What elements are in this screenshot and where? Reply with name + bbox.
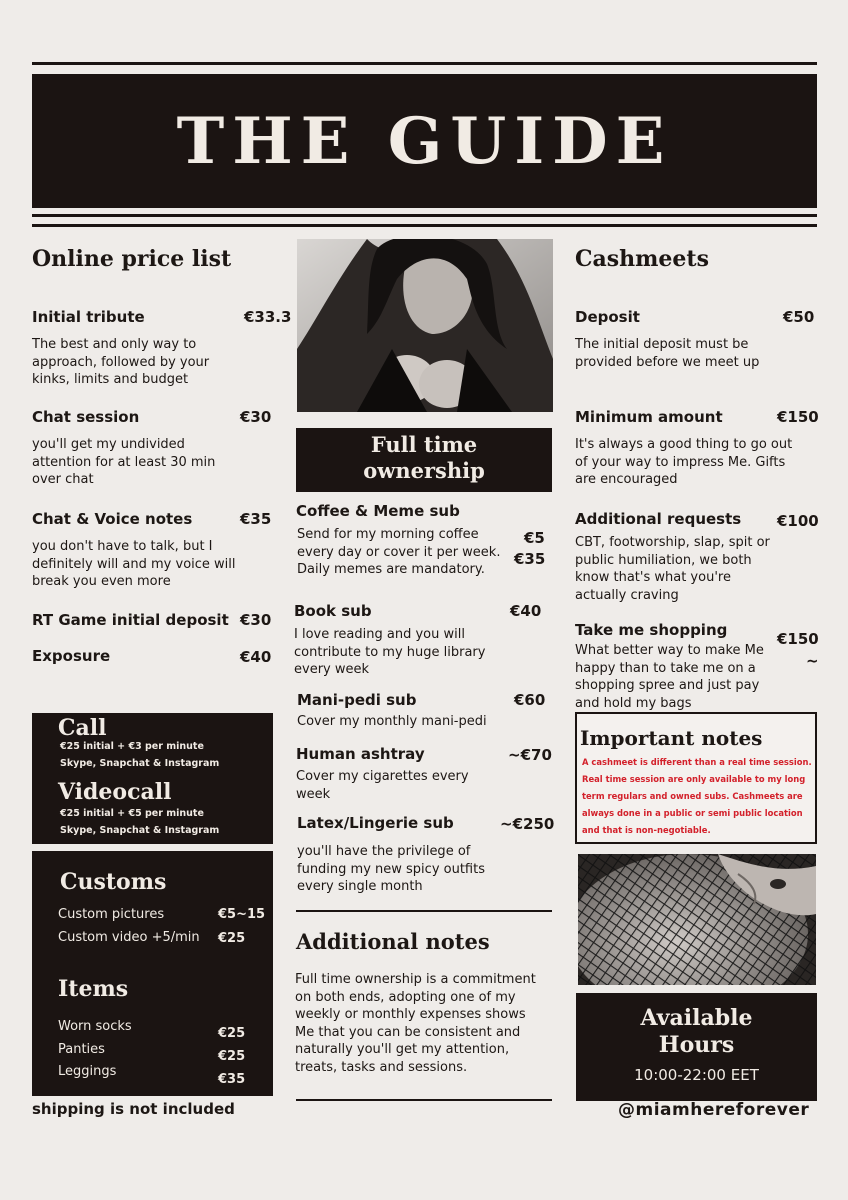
sub-title-coffee: Coffee & Meme sub xyxy=(296,502,460,520)
item-desc-chat-session: you'll get my undivided attention for at least 30 min over chat xyxy=(32,437,216,487)
sub-desc-ashtray: Cover my cigarettes every week xyxy=(296,769,469,802)
custom-video-label: Custom video +5/min xyxy=(58,930,200,945)
sub-desc-manipedi: Cover my monthly mani-pedi xyxy=(297,714,487,729)
online-price-heading: Online price list xyxy=(32,246,232,272)
sub-desc-coffee: Send for my morning coffee every day or cover it per week. Daily memes are mandatory. xyxy=(297,527,501,577)
call-rate: €25 initial + €3 per minute xyxy=(60,741,204,752)
additional-notes-text: Full time ownership is a commitment on both ends, adopting one of my weekly or monthly expenses shows Me that you can be consistent and naturally you'll get my attention, treats, tasks and sessions. xyxy=(295,972,536,1075)
custom-pictures-label: Custom pictures xyxy=(58,907,165,922)
hours-heading-line2: Hours xyxy=(658,1032,735,1058)
portrait-photo xyxy=(297,239,553,412)
sub-price-latex: ~€250 xyxy=(500,815,555,833)
fishnet-photo xyxy=(578,854,816,985)
portrait-image xyxy=(297,239,553,412)
call-platforms: Skype, Snapchat & Instagram xyxy=(60,758,220,769)
cash-desc-shopping: What better way to make Me happy than to take me on a shopping spree and just pay and hold my bags xyxy=(575,643,764,711)
cash-desc-minimum: It's always a good thing to go out of your way to impress Me. Gifts are encouraged xyxy=(575,437,793,487)
item-title-rt-game: RT Game initial deposit xyxy=(32,611,229,629)
videocall-title: Videocall xyxy=(58,779,172,805)
sub-title-book: Book sub xyxy=(294,602,372,620)
panties-label: Panties xyxy=(58,1042,105,1057)
custom-video-price: €25 xyxy=(218,931,246,946)
hours-heading-line1: Available xyxy=(640,1005,753,1031)
available-hours-box xyxy=(576,993,817,1101)
item-title-exposure: Exposure xyxy=(32,647,111,665)
social-handle: @miamhereforever xyxy=(618,1100,810,1120)
ownership-heading-line1: Full time xyxy=(370,432,478,457)
customs-heading: Customs xyxy=(60,869,167,895)
item-desc-chat-voice: you don't have to talk, but I definitely will and my voice will break you even more xyxy=(32,539,236,589)
cash-title-deposit: Deposit xyxy=(575,308,640,326)
item-title-chat-session: Chat session xyxy=(32,408,140,426)
sub-price-ashtray: ~€70 xyxy=(508,746,552,764)
sub-price-coffee-weekly: €35 xyxy=(514,550,546,568)
cash-price-additional: €100 xyxy=(777,512,819,530)
videocall-platforms: Skype, Snapchat & Instagram xyxy=(60,825,220,836)
item-price-chat-voice: €35 xyxy=(240,510,272,528)
additional-notes-heading: Additional notes xyxy=(296,929,490,954)
item-desc-initial-tribute: The best and only way to approach, followed by your kinks, limits and budget xyxy=(32,337,210,387)
cash-title-additional: Additional requests xyxy=(575,510,742,528)
important-notes-heading: Important notes xyxy=(580,726,763,750)
cash-price-deposit: €50 xyxy=(783,308,815,326)
custom-pictures-price: €5~15 xyxy=(218,907,266,922)
cash-title-shopping: Take me shopping xyxy=(575,621,728,639)
shipping-note: shipping is not included xyxy=(32,1100,235,1118)
sub-title-manipedi: Mani-pedi sub xyxy=(297,691,417,709)
ownership-heading-line2: ownership xyxy=(363,458,485,483)
leggings-price: €35 xyxy=(218,1072,246,1087)
cash-price-shopping: €150 xyxy=(777,630,819,648)
items-heading: Items xyxy=(58,976,129,1002)
sub-desc-latex: you'll have the privilege of funding my new spicy outfits every single month xyxy=(297,844,485,894)
item-title-chat-voice: Chat & Voice notes xyxy=(32,510,193,528)
header-rule-2 xyxy=(32,224,817,227)
leggings-label: Leggings xyxy=(58,1064,117,1079)
cash-desc-additional: CBT, footworship, slap, spit or public humiliation, we both know that's what you're actually craving xyxy=(575,535,770,603)
customs-box xyxy=(32,851,273,1096)
sub-title-ashtray: Human ashtray xyxy=(296,745,425,763)
videocall-rate: €25 initial + €5 per minute xyxy=(60,808,204,819)
sub-desc-book: I love reading and you will contribute to my huge library every week xyxy=(294,627,486,677)
fishnet-image xyxy=(578,854,816,985)
header-banner xyxy=(32,74,817,208)
item-price-rt-game: €30 xyxy=(240,611,272,629)
panties-price: €25 xyxy=(218,1049,246,1064)
cash-price-minimum: €150 xyxy=(777,408,819,426)
worn-socks-label: Worn socks xyxy=(58,1019,132,1034)
middle-rule-top xyxy=(296,910,552,912)
header-rule-1 xyxy=(32,214,817,217)
page-title: THE GUIDE xyxy=(176,103,673,179)
item-title-initial-tribute: Initial tribute xyxy=(32,308,145,326)
middle-rule-bottom xyxy=(296,1099,552,1101)
cash-desc-deposit: The initial deposit must be provided before we meet up xyxy=(575,337,760,370)
item-price-chat-session: €30 xyxy=(240,408,272,426)
hours-time: 10:00-22:00 EET xyxy=(634,1066,759,1084)
ownership-banner xyxy=(296,428,552,492)
sub-price-coffee-daily: €5 xyxy=(524,529,545,547)
sub-price-book: €40 xyxy=(510,602,542,620)
important-notes-text: A cashmeet is different than a real time session. Real time session are only available to my long term regulars and owned subs. Cashmeets are always done in a public or semi public location and that is non-negotiable. xyxy=(582,757,812,835)
cashmeets-heading: Cashmeets xyxy=(575,246,709,272)
call-title: Call xyxy=(58,715,107,741)
call-box xyxy=(32,713,273,844)
item-price-exposure: €40 xyxy=(240,648,272,666)
item-price-initial-tribute: €33.3 xyxy=(244,308,292,326)
header-top-rule xyxy=(32,62,817,65)
sub-price-manipedi: €60 xyxy=(514,691,546,709)
important-notes-box xyxy=(575,712,817,844)
worn-socks-price: €25 xyxy=(218,1026,246,1041)
cash-title-minimum: Minimum amount xyxy=(575,408,723,426)
sub-title-latex: Latex/Lingerie sub xyxy=(297,814,454,832)
cash-price-shopping-suffix: ~ xyxy=(806,652,819,670)
